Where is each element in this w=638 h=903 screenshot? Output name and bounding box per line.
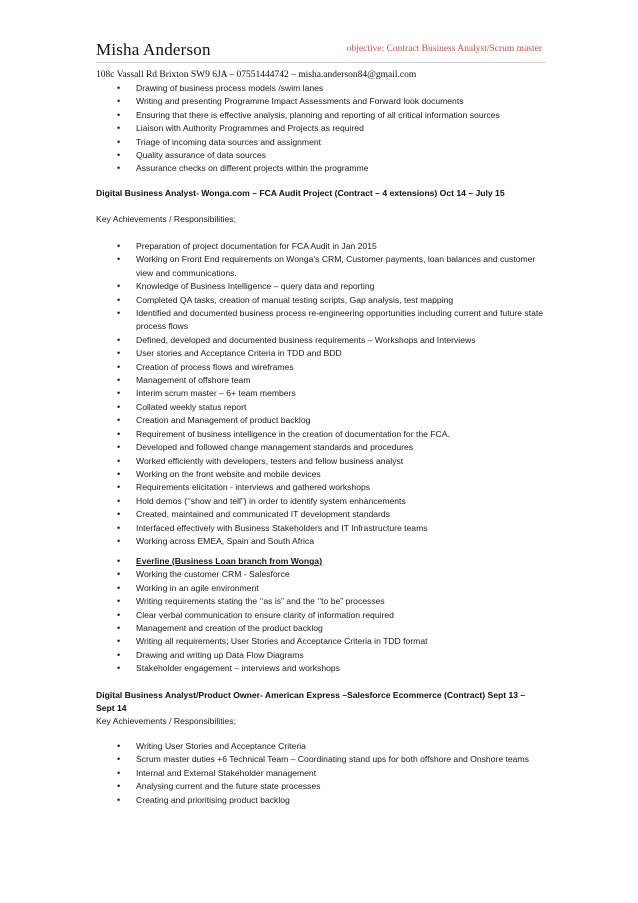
list-item	[96, 555, 546, 568]
list-item: • Management of offshore team	[96, 374, 546, 387]
bullet-icon: •	[117, 308, 121, 319]
list-item: • Management and creation of the product backlog	[96, 622, 546, 635]
bullet-icon: •	[117, 663, 121, 674]
bullet-icon: •	[117, 442, 121, 453]
list-item: • Worked efficiently with developers, testers and fellow business analyst	[96, 455, 546, 468]
list-item: • Stakeholder engagement – interviews and workshops	[96, 662, 546, 675]
bullet-icon: •	[117, 609, 121, 620]
list-item: • Working in an agile environment	[96, 582, 546, 595]
list-item: • Requirement of business intelligence in the creation of documentation for the FCA.	[96, 428, 546, 441]
bullet-icon: •	[117, 781, 121, 792]
bullet-icon: •	[117, 281, 121, 292]
list-item: • Identified and documented business process re-engineering opportunities including current and future state process flows	[117, 308, 544, 332]
job-wonga-subhead	[96, 213, 546, 226]
bullet-icon: •	[117, 623, 121, 634]
bullet-icon: •	[117, 649, 121, 660]
bullet-icon: •	[117, 96, 121, 107]
list-item: • Writing all requirements; User Stories and Acceptance Criteria in TDD format	[96, 635, 546, 648]
job-title-dates: Sept 14	[96, 703, 127, 713]
job-title: Digital Business Analyst/Product Owner- American Express –Salesforce Ecommerce (Contract) Sept 13 –	[96, 690, 526, 700]
job-amex-responsibilities	[96, 740, 546, 807]
list-item: • Interfaced effectively with Business Stakeholders and IT Infrastructure teams	[96, 522, 546, 535]
list-item: • Triage of incoming data sources and assignment	[96, 136, 546, 149]
list-item: • Clear verbal communication to ensure clarity of information required	[96, 609, 546, 622]
list-item: • Ensuring that there is effective analysis, planning and reporting of all critical information sources	[96, 109, 546, 122]
bullet-icon: •	[117, 388, 121, 399]
list-item: • Liaison with Authority Programmes and Projects as required	[96, 122, 546, 135]
responsibility-list	[96, 240, 546, 548]
list-item: • Knowledge of Business Intelligence – query data and reporting	[96, 280, 546, 293]
list-item: • Assurance checks on different projects within the programme	[96, 162, 546, 175]
list-item: • User stories and Acceptance Criteria in TDD and BDD	[96, 347, 546, 360]
list-item: • Created, maintained and communicated IT development standards	[96, 508, 546, 521]
list-item: • Working on Front End requirements on Wonga’s CRM, Customer payments, loan balances and customer view and communications.	[117, 254, 536, 278]
section-subhead: Key Achievements / Responsibilities;	[96, 214, 236, 224]
bullet-icon: •	[117, 582, 121, 593]
bullet-icon: •	[117, 741, 121, 751]
everline-list	[96, 555, 546, 676]
list-item: • Defined, developed and documented business requirements – Workshops and Interviews	[96, 334, 546, 347]
bullet-icon: •	[117, 123, 121, 134]
bullet-icon: •	[117, 636, 121, 647]
bullet-icon: •	[117, 375, 121, 386]
bullet-icon: •	[117, 767, 121, 778]
list-item: • Preparation of project documentation for FCA Audit in Jan 2015	[96, 240, 546, 253]
list-item: • Writing and presenting Programme Impact Assessments and Forward look documents	[96, 95, 546, 108]
list-item: • Creation and Management of product backlog	[96, 414, 546, 427]
list-item: • Hold demos (‘’show and tell”) in order to identify system enhancements	[96, 495, 546, 508]
everline-section	[96, 555, 546, 676]
bullet-icon: •	[117, 254, 121, 265]
contact-line: 108c Vassall Rd Brixton SW9 6JA – 07551444742 – misha.anderson84@gmail.com	[96, 70, 417, 80]
everline-heading: Everline (Business Loan branch from Wonga)	[136, 556, 323, 566]
list-item: • Working the customer CRM - Salesforce	[96, 568, 546, 581]
bullet-icon: •	[117, 482, 121, 493]
list-item: • Completed QA tasks, creation of manual testing scripts, Gap analysis, test mapping	[96, 294, 546, 307]
list-item: • Drawing of business process models /swim lanes	[96, 82, 546, 95]
bullet-icon: •	[117, 348, 121, 359]
bullet-icon: •	[117, 361, 121, 372]
bullet-icon: •	[117, 428, 121, 439]
list-item: • Analysing current and the future state processes	[96, 780, 546, 793]
bullet-icon: •	[117, 136, 121, 147]
list-item: • Quality assurance of data sources	[96, 149, 546, 162]
bullet-icon: •	[117, 495, 121, 506]
objective-line: objective: Contract Business Analyst/Scrum master	[346, 44, 542, 54]
resume-header	[96, 40, 546, 63]
job-wonga-responsibilities	[96, 240, 546, 548]
list-item: • Working across EMEA, Spain and South Africa	[96, 535, 546, 548]
list-item: • Internal and External Stakeholder management	[96, 767, 546, 780]
bullet-icon: •	[117, 535, 121, 546]
list-item: • Requirements elicitation - interviews and gathered workshops	[96, 481, 546, 494]
bullet-icon: •	[117, 241, 121, 251]
bullet-icon: •	[117, 754, 121, 765]
job-amex-title	[96, 689, 546, 728]
list-item: • Writing User Stories and Acceptance Criteria	[96, 740, 546, 753]
list-item: • Scrum master duties +6 Technical Team – Coordinating stand ups for both offshore and Onshore teams	[96, 753, 546, 766]
job-title: Digital Business Analyst- Wonga.com – FCA Audit Project (Contract – 4 extensions) Oct 14 – July 15	[96, 188, 505, 198]
bullet-icon: •	[117, 468, 121, 479]
summary-list	[96, 82, 546, 176]
bullet-icon: •	[117, 522, 121, 533]
list-item: • Creation of process flows and wireframes	[96, 361, 546, 374]
list-item: • Writing requirements stating the ‘’as is” and the ‘’to be” processes	[96, 595, 546, 608]
bullet-icon: •	[117, 401, 121, 412]
section-subhead: Key Achievements / Responsibilities;	[96, 716, 236, 726]
bullet-icon: •	[117, 556, 121, 566]
bullet-icon: •	[117, 415, 121, 426]
bullet-icon: •	[117, 455, 121, 466]
list-item: • Working on the front website and mobile devices	[96, 468, 546, 481]
bullet-icon: •	[117, 163, 121, 174]
bullet-icon: •	[117, 150, 121, 161]
list-item: • Creating and prioritising product backlog	[96, 794, 546, 807]
list-item: • Interim scrum master – 6+ team members	[96, 387, 546, 400]
candidate-name: Misha Anderson	[96, 40, 211, 59]
bullet-icon: •	[117, 294, 121, 305]
bullet-icon: •	[117, 509, 121, 520]
job-wonga-title	[96, 187, 546, 200]
bullet-icon: •	[117, 794, 121, 805]
bullet-icon: •	[117, 334, 121, 345]
bullet-icon: •	[117, 109, 121, 120]
bullet-icon: •	[117, 596, 121, 607]
responsibility-list	[96, 740, 546, 807]
bullet-icon: •	[117, 83, 121, 93]
summary-section	[96, 82, 546, 176]
list-item: • Collated weekly status report	[96, 401, 546, 414]
list-item: • Developed and followed change management standards and procedures	[96, 441, 546, 454]
list-item: • Drawing and writing up Data Flow Diagrams	[96, 649, 546, 662]
bullet-icon: •	[117, 569, 121, 580]
